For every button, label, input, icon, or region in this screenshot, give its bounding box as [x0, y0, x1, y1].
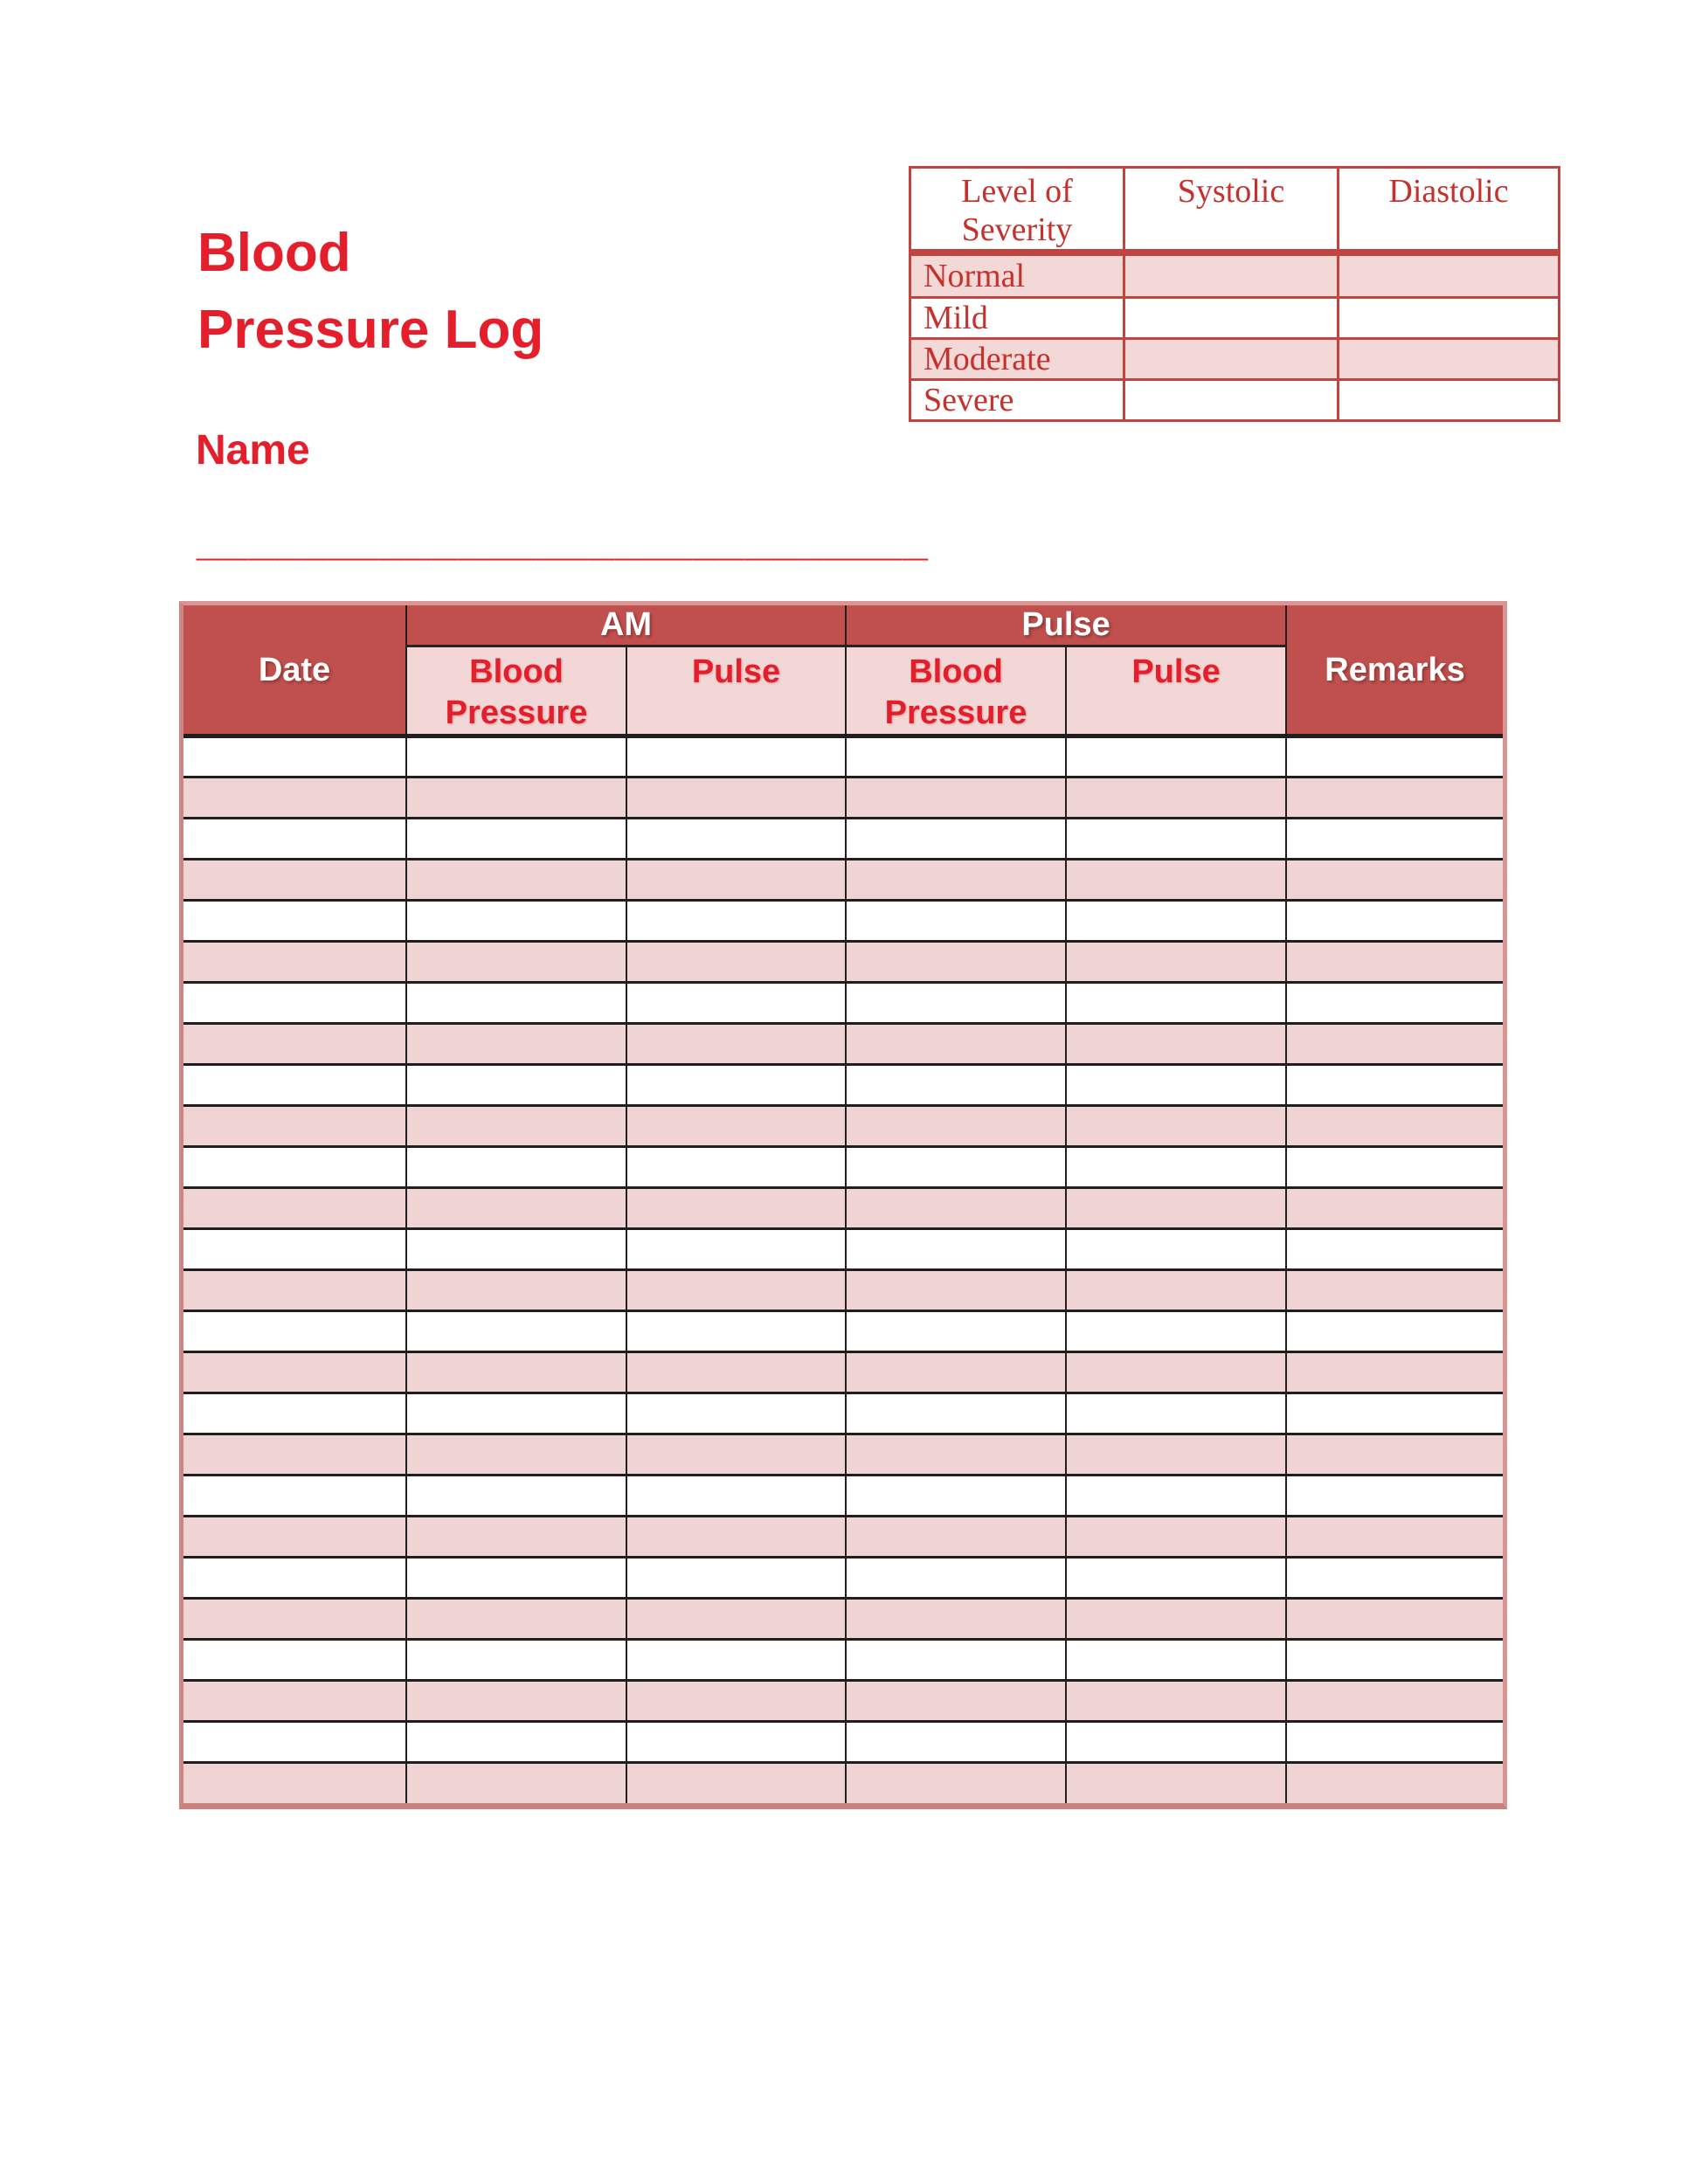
- log-row: [183, 1146, 1503, 1187]
- log-cell-date[interactable]: [183, 1557, 406, 1598]
- log-cell-am-blood-pressure[interactable]: [406, 1064, 626, 1105]
- log-cell-am-blood-pressure[interactable]: [406, 1475, 626, 1516]
- log-cell-pm-pulse[interactable]: [1066, 1721, 1286, 1762]
- log-subheader-pm-pulse: Pulse: [1066, 646, 1286, 736]
- severity-diastolic-cell[interactable]: [1337, 256, 1558, 296]
- log-cell-remarks[interactable]: [1286, 1064, 1503, 1105]
- log-row: [183, 1228, 1503, 1269]
- log-cell-am-blood-pressure[interactable]: [406, 818, 626, 859]
- log-cell-remarks[interactable]: [1286, 1598, 1503, 1639]
- log-cell-pm-blood-pressure[interactable]: [846, 777, 1066, 818]
- log-cell-pm-pulse[interactable]: [1066, 1516, 1286, 1557]
- log-cell-am-pulse[interactable]: [626, 818, 846, 859]
- severity-systolic-cell[interactable]: [1123, 378, 1337, 419]
- log-cell-date[interactable]: [183, 1680, 406, 1721]
- log-cell-pm-pulse[interactable]: [1066, 982, 1286, 1023]
- log-row: [183, 1475, 1503, 1516]
- log-cell-pm-pulse[interactable]: [1066, 1023, 1286, 1064]
- log-cell-am-pulse[interactable]: [626, 982, 846, 1023]
- log-cell-date[interactable]: [183, 859, 406, 900]
- log-cell-remarks[interactable]: [1286, 777, 1503, 818]
- log-row: [183, 1721, 1503, 1762]
- name-fill-line[interactable]: ____________________________: [197, 515, 929, 565]
- log-cell-remarks[interactable]: [1286, 1351, 1503, 1393]
- log-cell-pm-pulse[interactable]: [1066, 1680, 1286, 1721]
- log-row: [183, 818, 1503, 859]
- log-cell-date[interactable]: [183, 1393, 406, 1434]
- log-cell-pm-blood-pressure[interactable]: [846, 1146, 1066, 1187]
- log-row: [183, 1105, 1503, 1146]
- log-cell-date[interactable]: [183, 1105, 406, 1146]
- log-cell-am-blood-pressure[interactable]: [406, 1187, 626, 1228]
- log-cell-date[interactable]: [183, 1146, 406, 1187]
- log-cell-date[interactable]: [183, 1516, 406, 1557]
- log-cell-remarks[interactable]: [1286, 1680, 1503, 1721]
- log-cell-pm-blood-pressure[interactable]: [846, 1393, 1066, 1434]
- log-cell-am-blood-pressure[interactable]: [406, 1434, 626, 1475]
- log-header-remarks: Remarks: [1286, 605, 1503, 736]
- log-cell-pm-blood-pressure[interactable]: [846, 900, 1066, 941]
- log-cell-date[interactable]: [183, 982, 406, 1023]
- log-cell-pm-pulse[interactable]: [1066, 1475, 1286, 1516]
- log-cell-am-pulse[interactable]: [626, 1187, 846, 1228]
- log-cell-remarks[interactable]: [1286, 900, 1503, 941]
- log-cell-pm-blood-pressure[interactable]: [846, 1516, 1066, 1557]
- log-subheader-am-blood-pressure: Blood Pressure: [406, 646, 626, 736]
- log-row: [183, 941, 1503, 982]
- log-cell-pm-pulse[interactable]: [1066, 1351, 1286, 1393]
- log-cell-am-blood-pressure[interactable]: [406, 1269, 626, 1310]
- log-cell-remarks[interactable]: [1286, 982, 1503, 1023]
- log-cell-am-pulse[interactable]: [626, 1721, 846, 1762]
- severity-row-moderate: [911, 337, 1558, 378]
- log-cell-am-blood-pressure[interactable]: [406, 1680, 626, 1721]
- severity-label: Moderate: [911, 337, 1123, 378]
- severity-diastolic-cell[interactable]: [1337, 296, 1558, 337]
- log-cell-pm-blood-pressure[interactable]: [846, 1434, 1066, 1475]
- log-row: [183, 982, 1503, 1023]
- log-row: [183, 900, 1503, 941]
- log-row: [183, 1557, 1503, 1598]
- log-header-pm-group: Pulse: [846, 605, 1286, 646]
- log-row: [183, 859, 1503, 900]
- log-cell-remarks[interactable]: [1286, 859, 1503, 900]
- log-cell-am-pulse[interactable]: [626, 1064, 846, 1105]
- log-cell-am-pulse[interactable]: [626, 1434, 846, 1475]
- log-cell-remarks[interactable]: [1286, 1721, 1503, 1762]
- log-cell-date[interactable]: [183, 1434, 406, 1475]
- log-cell-am-pulse[interactable]: [626, 1269, 846, 1310]
- log-cell-remarks[interactable]: [1286, 1146, 1503, 1187]
- severity-diastolic-cell[interactable]: [1337, 378, 1558, 419]
- log-cell-am-blood-pressure[interactable]: [406, 859, 626, 900]
- log-cell-pm-pulse[interactable]: [1066, 900, 1286, 941]
- log-cell-remarks[interactable]: [1286, 1434, 1503, 1475]
- log-cell-pm-pulse[interactable]: [1066, 941, 1286, 982]
- log-cell-am-blood-pressure[interactable]: [406, 1228, 626, 1269]
- log-cell-am-pulse[interactable]: [626, 1762, 846, 1803]
- log-cell-remarks[interactable]: [1286, 1516, 1503, 1557]
- log-cell-date[interactable]: [183, 941, 406, 982]
- log-cell-date[interactable]: [183, 900, 406, 941]
- log-cell-am-blood-pressure[interactable]: [406, 1351, 626, 1393]
- log-cell-am-pulse[interactable]: [626, 1310, 846, 1351]
- log-cell-pm-pulse[interactable]: [1066, 1762, 1286, 1803]
- log-cell-am-blood-pressure[interactable]: [406, 1105, 626, 1146]
- log-cell-pm-blood-pressure[interactable]: [846, 818, 1066, 859]
- severity-row-normal: [911, 256, 1558, 296]
- log-cell-am-blood-pressure[interactable]: [406, 777, 626, 818]
- log-cell-remarks[interactable]: [1286, 941, 1503, 982]
- log-row: [183, 1762, 1503, 1803]
- document-title-line1: Blood: [197, 223, 351, 283]
- log-cell-date[interactable]: [183, 1762, 406, 1803]
- log-cell-date[interactable]: [183, 1023, 406, 1064]
- log-cell-am-pulse[interactable]: [626, 1516, 846, 1557]
- log-cell-pm-blood-pressure[interactable]: [846, 736, 1066, 777]
- log-cell-pm-pulse[interactable]: [1066, 1598, 1286, 1639]
- log-cell-am-pulse[interactable]: [626, 900, 846, 941]
- log-cell-am-blood-pressure[interactable]: [406, 982, 626, 1023]
- severity-row-severe: [911, 378, 1558, 419]
- log-header-am-group: AM: [406, 605, 846, 646]
- log-cell-pm-blood-pressure[interactable]: [846, 1721, 1066, 1762]
- log-cell-pm-blood-pressure[interactable]: [846, 1228, 1066, 1269]
- log-table-container: [179, 601, 1507, 1809]
- log-cell-pm-pulse[interactable]: [1066, 1105, 1286, 1146]
- log-cell-pm-pulse[interactable]: [1066, 818, 1286, 859]
- log-row: [183, 1639, 1503, 1680]
- log-cell-remarks[interactable]: [1286, 818, 1503, 859]
- log-row: [183, 1680, 1503, 1721]
- log-cell-am-blood-pressure[interactable]: [406, 1393, 626, 1434]
- log-cell-pm-pulse[interactable]: [1066, 1393, 1286, 1434]
- log-cell-pm-pulse[interactable]: [1066, 777, 1286, 818]
- log-cell-pm-blood-pressure[interactable]: [846, 859, 1066, 900]
- log-cell-am-blood-pressure[interactable]: [406, 1310, 626, 1351]
- log-cell-date[interactable]: [183, 1721, 406, 1762]
- log-cell-am-pulse[interactable]: [626, 1557, 846, 1598]
- log-cell-pm-blood-pressure[interactable]: [846, 1269, 1066, 1310]
- log-cell-remarks[interactable]: [1286, 1475, 1503, 1516]
- log-cell-am-pulse[interactable]: [626, 1680, 846, 1721]
- log-cell-pm-pulse[interactable]: [1066, 1269, 1286, 1310]
- log-cell-am-blood-pressure[interactable]: [406, 941, 626, 982]
- log-cell-pm-blood-pressure[interactable]: [846, 1639, 1066, 1680]
- log-row: [183, 1598, 1503, 1639]
- log-cell-pm-pulse[interactable]: [1066, 1310, 1286, 1351]
- log-cell-remarks[interactable]: [1286, 1557, 1503, 1598]
- log-cell-am-blood-pressure[interactable]: [406, 1598, 626, 1639]
- log-cell-pm-pulse[interactable]: [1066, 736, 1286, 777]
- log-cell-pm-pulse[interactable]: [1066, 859, 1286, 900]
- severity-table-container: [909, 166, 1560, 422]
- log-cell-pm-blood-pressure[interactable]: [846, 1557, 1066, 1598]
- log-row: [183, 736, 1503, 777]
- log-cell-am-pulse[interactable]: [626, 1393, 846, 1434]
- log-cell-date[interactable]: [183, 1187, 406, 1228]
- severity-label: Severe: [911, 378, 1123, 419]
- log-cell-pm-blood-pressure[interactable]: [846, 1598, 1066, 1639]
- log-cell-date[interactable]: [183, 1598, 406, 1639]
- log-cell-remarks[interactable]: [1286, 1393, 1503, 1434]
- log-cell-remarks[interactable]: [1286, 1023, 1503, 1064]
- log-cell-pm-blood-pressure[interactable]: [846, 1064, 1066, 1105]
- log-cell-pm-blood-pressure[interactable]: [846, 1105, 1066, 1146]
- log-header-date: Date: [183, 605, 406, 736]
- log-cell-am-blood-pressure[interactable]: [406, 1516, 626, 1557]
- log-cell-pm-blood-pressure[interactable]: [846, 1762, 1066, 1803]
- severity-systolic-cell[interactable]: [1123, 337, 1337, 378]
- log-cell-remarks[interactable]: [1286, 736, 1503, 777]
- severity-header-systolic: Systolic: [1123, 169, 1337, 256]
- log-cell-am-pulse[interactable]: [626, 859, 846, 900]
- severity-header-diastolic: Diastolic: [1337, 169, 1558, 256]
- log-cell-am-pulse[interactable]: [626, 1639, 846, 1680]
- log-cell-am-pulse[interactable]: [626, 1475, 846, 1516]
- log-cell-am-pulse[interactable]: [626, 736, 846, 777]
- name-label: Name: [196, 427, 310, 473]
- log-cell-pm-pulse[interactable]: [1066, 1187, 1286, 1228]
- log-cell-date[interactable]: [183, 1351, 406, 1393]
- log-cell-am-blood-pressure[interactable]: [406, 1762, 626, 1803]
- document-title-line2: Pressure Log: [197, 300, 544, 360]
- log-cell-pm-pulse[interactable]: [1066, 1228, 1286, 1269]
- log-cell-pm-blood-pressure[interactable]: [846, 1310, 1066, 1351]
- log-cell-am-pulse[interactable]: [626, 1023, 846, 1064]
- log-cell-pm-blood-pressure[interactable]: [846, 1187, 1066, 1228]
- log-cell-am-blood-pressure[interactable]: [406, 1639, 626, 1680]
- log-cell-remarks[interactable]: [1286, 1310, 1503, 1351]
- log-row: [183, 1064, 1503, 1105]
- log-cell-date[interactable]: [183, 1228, 406, 1269]
- log-cell-am-pulse[interactable]: [626, 941, 846, 982]
- log-cell-am-pulse[interactable]: [626, 1598, 846, 1639]
- log-cell-remarks[interactable]: [1286, 1187, 1503, 1228]
- log-cell-pm-blood-pressure[interactable]: [846, 1680, 1066, 1721]
- log-cell-remarks[interactable]: [1286, 1762, 1503, 1803]
- severity-header-level: Level of Severity: [911, 169, 1123, 256]
- log-subheader-pm-blood-pressure: Blood Pressure: [846, 646, 1066, 736]
- log-cell-am-blood-pressure[interactable]: [406, 1146, 626, 1187]
- severity-systolic-cell[interactable]: [1123, 256, 1337, 296]
- log-cell-remarks[interactable]: [1286, 1105, 1503, 1146]
- log-cell-pm-blood-pressure[interactable]: [846, 1475, 1066, 1516]
- severity-diastolic-cell[interactable]: [1337, 337, 1558, 378]
- log-cell-am-pulse[interactable]: [626, 1146, 846, 1187]
- log-cell-pm-blood-pressure[interactable]: [846, 941, 1066, 982]
- log-cell-pm-pulse[interactable]: [1066, 1434, 1286, 1475]
- log-row: [183, 1516, 1503, 1557]
- log-row: [183, 1434, 1503, 1475]
- log-cell-am-blood-pressure[interactable]: [406, 1557, 626, 1598]
- log-cell-date[interactable]: [183, 1475, 406, 1516]
- log-subheader-am-pulse: Pulse: [626, 646, 846, 736]
- severity-label: Mild: [911, 296, 1123, 337]
- log-cell-remarks[interactable]: [1286, 1639, 1503, 1680]
- severity-table: [909, 166, 1560, 422]
- log-cell-am-pulse[interactable]: [626, 1228, 846, 1269]
- log-cell-pm-blood-pressure[interactable]: [846, 982, 1066, 1023]
- log-row: [183, 1351, 1503, 1393]
- document-title: [197, 215, 543, 369]
- log-row: [183, 1269, 1503, 1310]
- log-cell-am-blood-pressure[interactable]: [406, 1023, 626, 1064]
- log-cell-date[interactable]: [183, 1064, 406, 1105]
- log-cell-pm-blood-pressure[interactable]: [846, 1351, 1066, 1393]
- severity-row-mild: [911, 296, 1558, 337]
- log-cell-pm-pulse[interactable]: [1066, 1064, 1286, 1105]
- log-cell-am-pulse[interactable]: [626, 777, 846, 818]
- log-group-header-row: [183, 605, 1503, 646]
- log-cell-am-blood-pressure[interactable]: [406, 1721, 626, 1762]
- log-cell-am-blood-pressure[interactable]: [406, 900, 626, 941]
- log-cell-date[interactable]: [183, 777, 406, 818]
- log-row: [183, 1393, 1503, 1434]
- severity-label: Normal: [911, 256, 1123, 296]
- log-cell-am-blood-pressure[interactable]: [406, 736, 626, 777]
- log-cell-remarks[interactable]: [1286, 1269, 1503, 1310]
- log-cell-date[interactable]: [183, 736, 406, 777]
- log-cell-pm-pulse[interactable]: [1066, 1146, 1286, 1187]
- log-table-body: [183, 736, 1503, 1803]
- log-cell-remarks[interactable]: [1286, 1228, 1503, 1269]
- log-cell-pm-pulse[interactable]: [1066, 1557, 1286, 1598]
- log-cell-date[interactable]: [183, 1639, 406, 1680]
- log-cell-date[interactable]: [183, 818, 406, 859]
- log-cell-pm-pulse[interactable]: [1066, 1639, 1286, 1680]
- log-cell-am-pulse[interactable]: [626, 1105, 846, 1146]
- log-table: [183, 605, 1503, 1803]
- log-cell-am-pulse[interactable]: [626, 1351, 846, 1393]
- log-cell-date[interactable]: [183, 1269, 406, 1310]
- log-row: [183, 777, 1503, 818]
- log-row: [183, 1310, 1503, 1351]
- log-row: [183, 1023, 1503, 1064]
- log-cell-pm-blood-pressure[interactable]: [846, 1023, 1066, 1064]
- severity-header-row: [911, 169, 1558, 256]
- log-row: [183, 1187, 1503, 1228]
- severity-systolic-cell[interactable]: [1123, 296, 1337, 337]
- log-cell-date[interactable]: [183, 1310, 406, 1351]
